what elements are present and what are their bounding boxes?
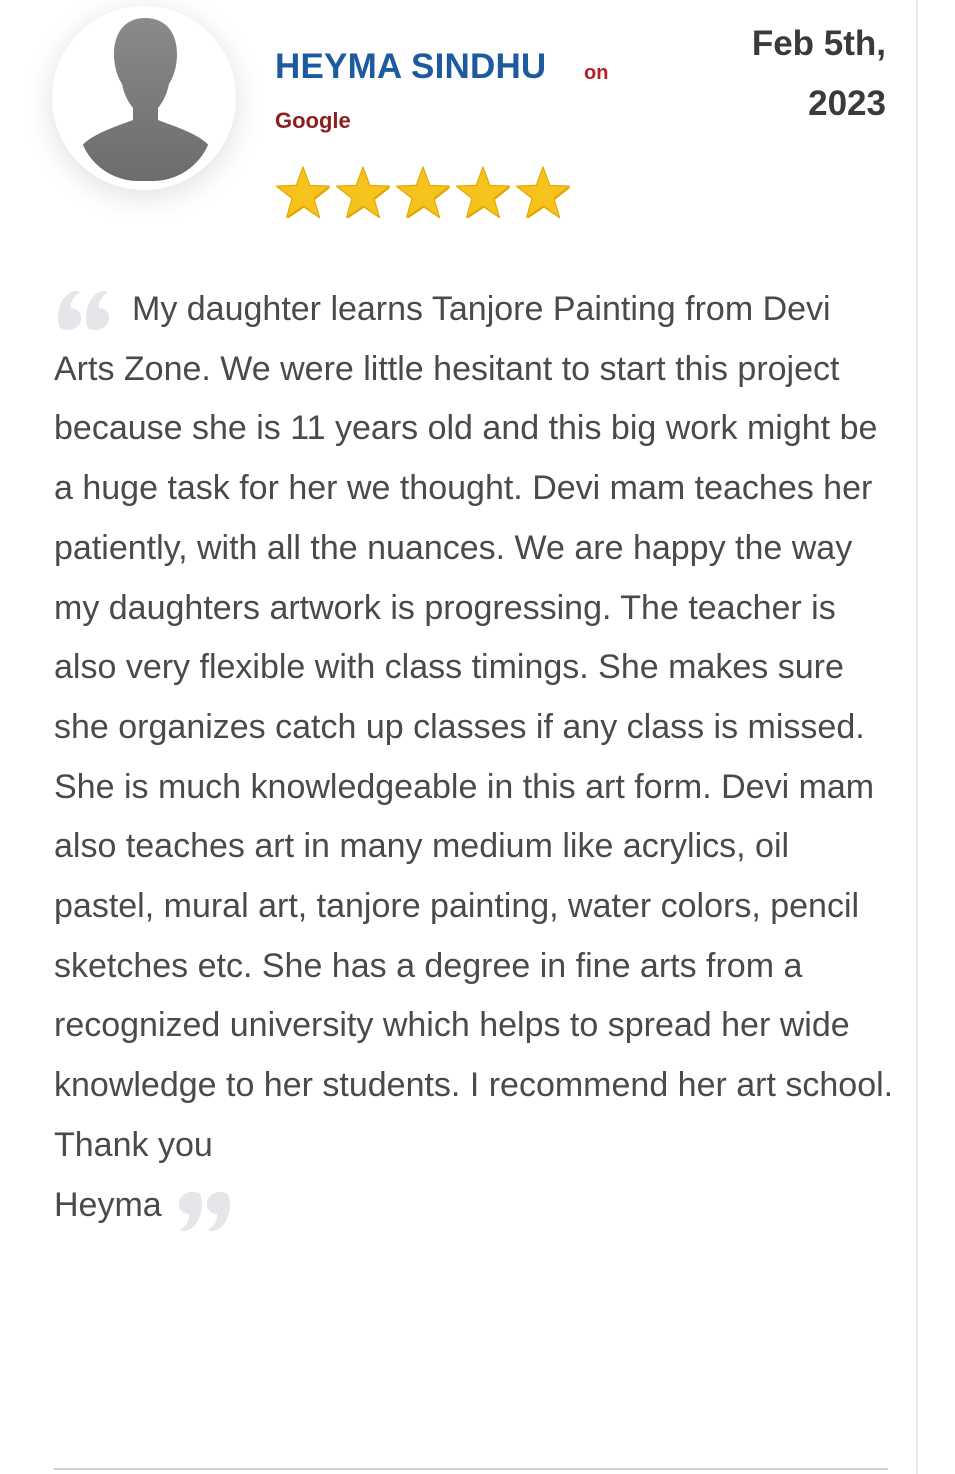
star-rating — [274, 164, 572, 222]
divider — [916, 0, 918, 1474]
quote-open-icon — [54, 288, 112, 330]
review-date-line-2: 2023 — [808, 84, 886, 123]
star-icon — [514, 164, 572, 222]
star-icon — [334, 164, 392, 222]
avatar — [52, 6, 236, 190]
reviewer-name: HEYMA SINDHU — [275, 47, 547, 86]
review-date-line-1: Feb 5th, — [751, 24, 886, 63]
quote-close-icon — [176, 1188, 234, 1234]
review-text — [54, 280, 894, 1235]
bottom-divider — [54, 1468, 888, 1470]
star-icon — [454, 164, 512, 222]
on-label: on — [584, 62, 609, 84]
review-date — [666, 14, 886, 134]
star-icon — [274, 164, 332, 222]
review-source-link[interactable]: Google — [275, 108, 351, 133]
review-body-text: My daughter learns Tanjore Painting from Devi Arts Zone. We were little hesitant to start this project because she is 11 years old and this big work might be a huge task for her we thought. Devi mam teaches her patiently, with all the nuances. We are happy the way my daughters artwork is progressing. The teacher is also very flexible with class timings. She makes sure she organizes catch up classes if any class is missed. She is much knowledgeable in this art form. Devi mam also teaches art in many medium like acrylics, oil pastel, mural art, tanjore painting, water colors, pencil sketches etc. She has a degree in fine arts from a recognized university which helps to spread her wide knowledge to her students. I recommend her art school. — [54, 290, 894, 1105]
review-signature: Heyma — [54, 1185, 162, 1224]
review-closing: Thank you — [54, 1125, 213, 1164]
default-user-silhouette-icon — [78, 16, 213, 181]
star-icon — [394, 164, 452, 222]
